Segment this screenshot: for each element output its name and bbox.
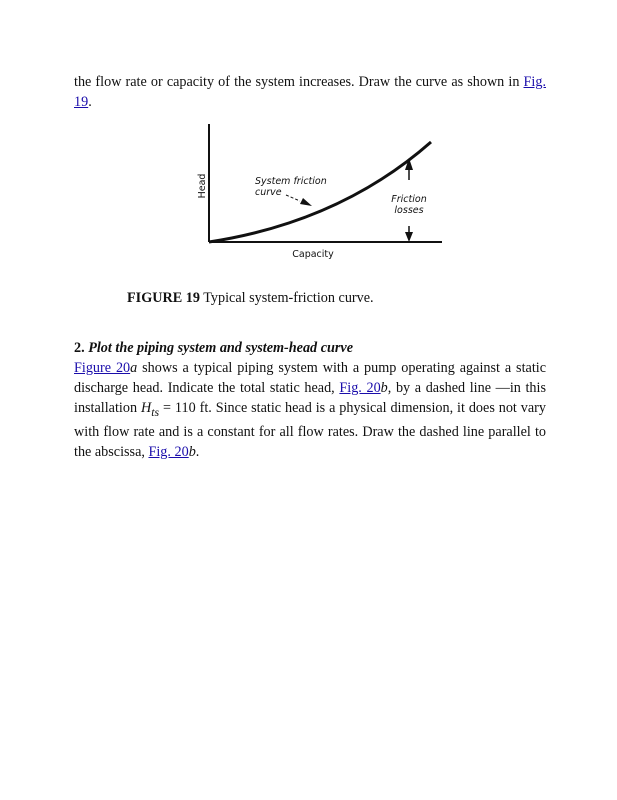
figure-20-link[interactable]: Figure 20 (74, 360, 131, 376)
paragraph-intro: the flow rate or capacity of the system increases. Draw the curve as shown in Fig. 19. (74, 74, 546, 110)
leader-arrowhead (300, 198, 312, 206)
system-friction-curve-diagram (190, 118, 450, 268)
paragraph-piping: Figure 20a shows a typical piping system with a pump operating against a static discharge head. Indicate the total static head, Fig. 20b, by a dashed line —in this installation $H_{ts} = 110$ ft. Since static head is a physical dimension, it does not vary with flow rate and is a constant for all flow rates. Draw the dashed line parallel to the abscissa, Fig. 20b. (74, 360, 546, 460)
x-axis-label: Capacity (292, 249, 334, 260)
curve-label-leader (286, 195, 300, 201)
friction-label-line2: losses (394, 205, 424, 216)
figure-caption: FIGURE 19 Typical system-friction curve. (127, 290, 374, 306)
fig-19-link[interactable]: Fig. 19 (74, 74, 546, 110)
section-heading: 2. Plot the piping system and system-head curve (74, 340, 354, 356)
friction-label-line1: Friction (391, 194, 427, 205)
friction-curve (209, 142, 431, 242)
figure-19 (190, 118, 450, 273)
curve-label-line1: System friction (255, 176, 327, 187)
y-axis-label: Head (197, 173, 208, 199)
curve-label-line2: curve (255, 187, 282, 198)
fig-20-link-2[interactable]: Fig. 20 (148, 443, 189, 460)
down-arrow-icon (405, 232, 413, 242)
fig-20-link-1[interactable]: Fig. 20 (339, 380, 381, 396)
